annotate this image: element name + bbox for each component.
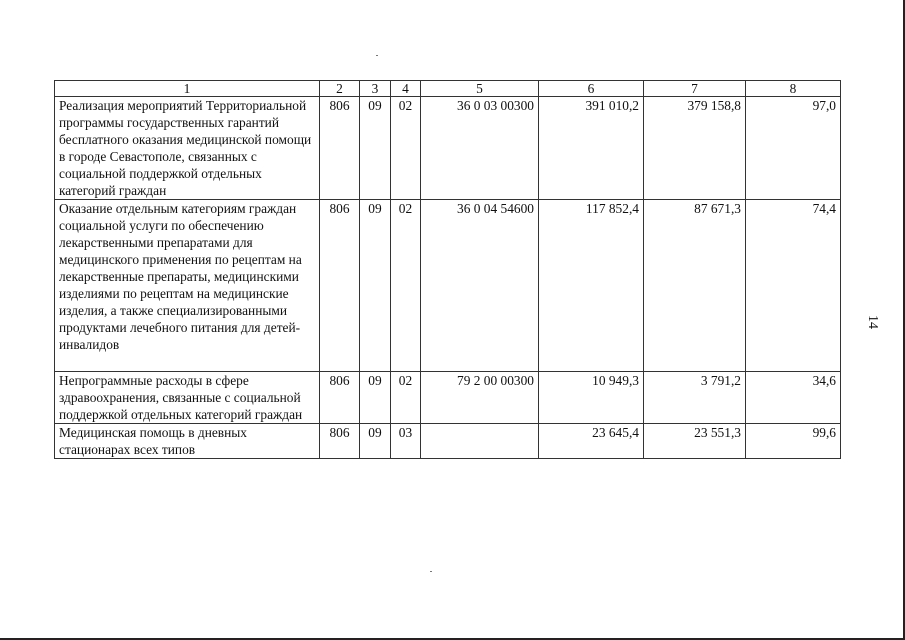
scan-speck	[376, 55, 378, 56]
row-ministry: 806	[320, 424, 360, 459]
row-subsection: 02	[391, 372, 421, 424]
row-planned: 23 645,4	[539, 424, 644, 459]
row-section: 09	[360, 200, 391, 372]
row-name: Непрограммные расходы в сфере здравоохранения, связанные с социальной поддержкой отдельных категорий граждан	[55, 372, 320, 424]
row-ministry: 806	[320, 200, 360, 372]
row-planned: 117 852,4	[539, 200, 644, 372]
row-target: 36 0 03 00300	[421, 97, 539, 200]
row-ministry: 806	[320, 97, 360, 200]
col-header-planned: 6	[539, 81, 644, 97]
col-header-target: 5	[421, 81, 539, 97]
row-percent: 97,0	[746, 97, 841, 200]
page-number: 14	[865, 315, 880, 329]
row-actual: 87 671,3	[644, 200, 746, 372]
row-target: 79 2 00 00300	[421, 372, 539, 424]
row-name: Реализация мероприятий Территориальной программы государственных гарантий бесплатного оказания медицинской помощи в городе Севастополе, связанных с социальной поддержкой отдельных категорий граждан	[55, 97, 320, 200]
table-row	[55, 200, 841, 372]
table-row	[55, 97, 841, 200]
col-header-actual: 7	[644, 81, 746, 97]
col-header-section: 3	[360, 81, 391, 97]
row-planned: 10 949,3	[539, 372, 644, 424]
row-target: 36 0 04 54600	[421, 200, 539, 372]
budget-table	[54, 80, 841, 459]
col-header-subsection: 4	[391, 81, 421, 97]
row-actual: 3 791,2	[644, 372, 746, 424]
row-subsection: 02	[391, 97, 421, 200]
row-name: Оказание отдельным категориям граждан социальной услуги по обеспечению лекарственными препаратами для медицинского применения по рецептам на лекарственные препараты, медицинскими изделиями по рецептам на медицинские изделия, а также специализированными продуктами лечебного питания для детей-инвалидов	[55, 200, 320, 372]
row-name: Медицинская помощь в дневных стационарах всех типов	[55, 424, 320, 459]
col-header-ministry: 2	[320, 81, 360, 97]
col-header-name: 1	[55, 81, 320, 97]
table-row	[55, 372, 841, 424]
row-actual: 23 551,3	[644, 424, 746, 459]
row-subsection: 02	[391, 200, 421, 372]
table-row	[55, 424, 841, 459]
header-row	[55, 81, 841, 97]
row-subsection: 03	[391, 424, 421, 459]
scan-speck	[430, 571, 432, 572]
row-planned: 391 010,2	[539, 97, 644, 200]
row-actual: 379 158,8	[644, 97, 746, 200]
row-section: 09	[360, 372, 391, 424]
row-ministry: 806	[320, 372, 360, 424]
row-section: 09	[360, 97, 391, 200]
row-percent: 34,6	[746, 372, 841, 424]
row-percent: 99,6	[746, 424, 841, 459]
row-percent: 74,4	[746, 200, 841, 372]
col-header-percent: 8	[746, 81, 841, 97]
row-target	[421, 424, 539, 459]
row-section: 09	[360, 424, 391, 459]
